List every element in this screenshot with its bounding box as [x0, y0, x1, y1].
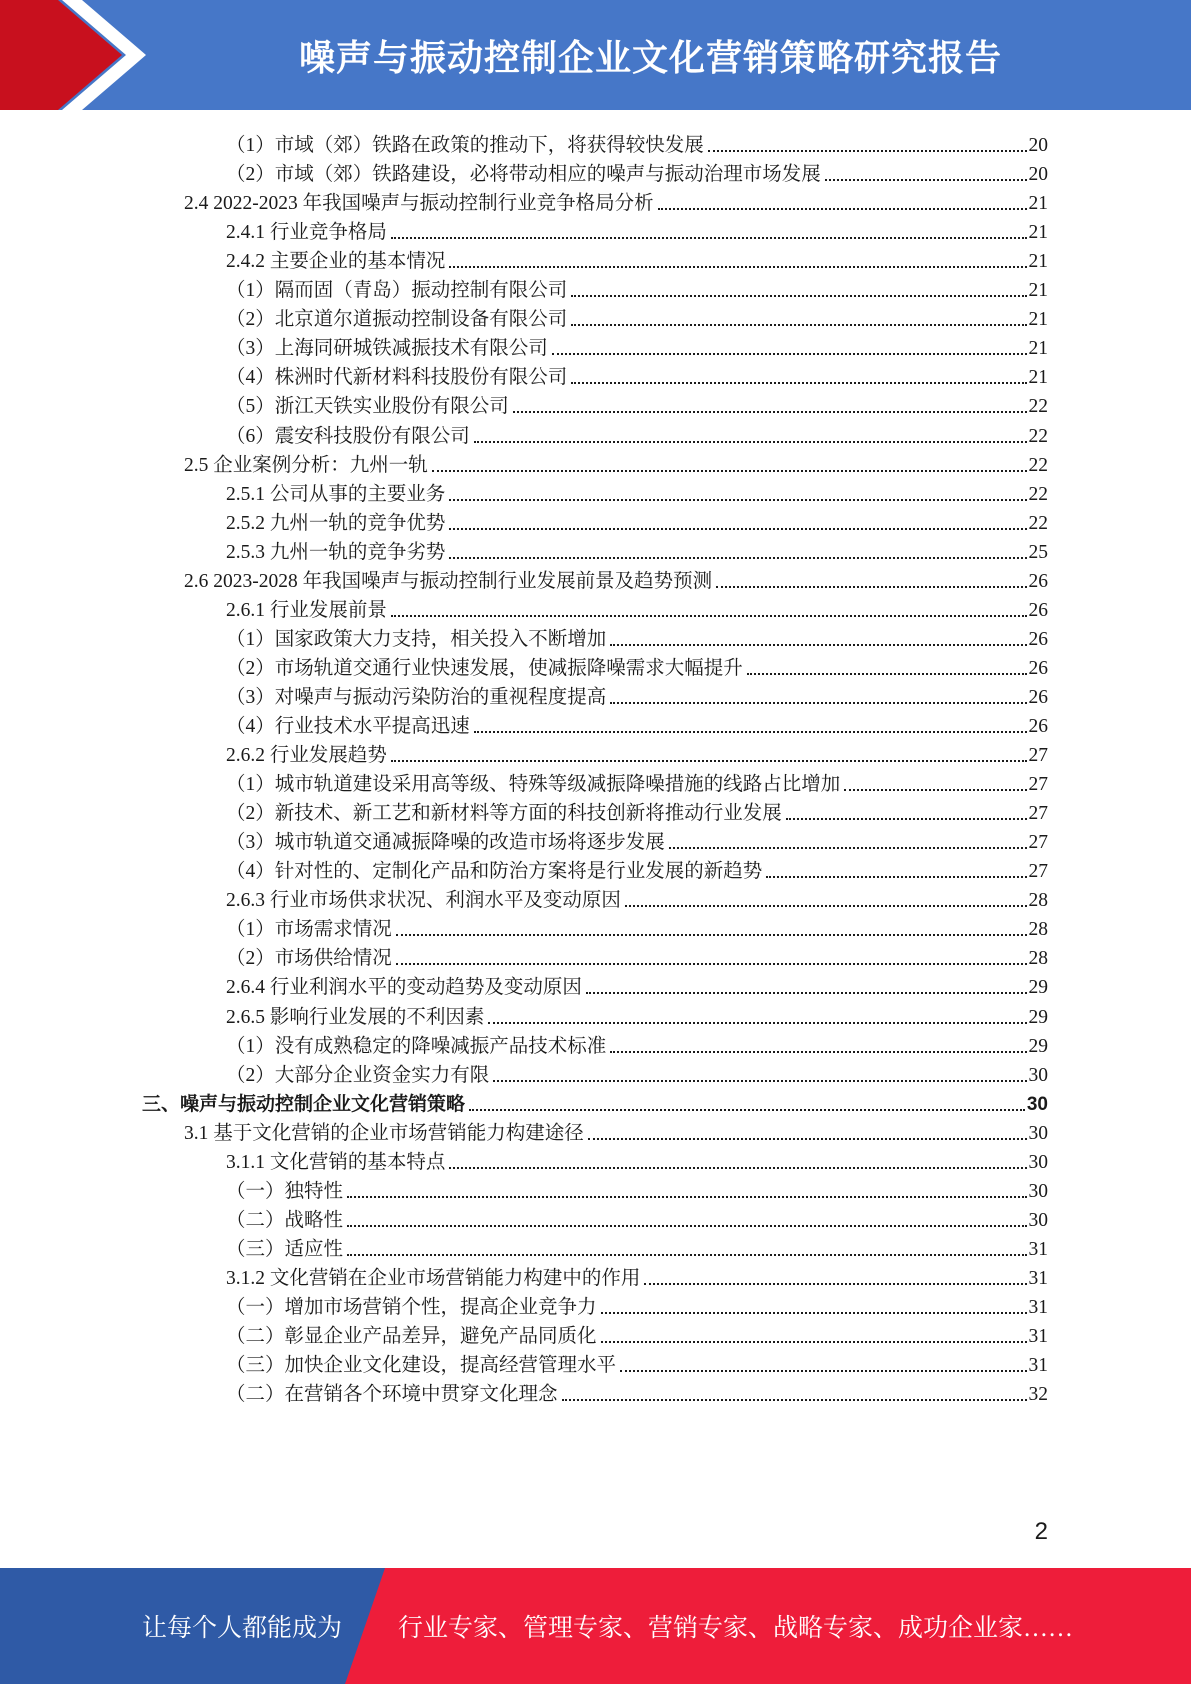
- toc-leader-dots: [716, 586, 1026, 588]
- toc-leader-dots: [449, 1167, 1026, 1169]
- toc-entry-label: 2.5.1 公司从事的主要业务: [226, 483, 446, 505]
- toc-entry-label: 3.1.1 文化营销的基本特点: [226, 1151, 446, 1173]
- toc-entry[interactable]: [226, 1028, 1048, 1059]
- toc-leader-dots: [601, 1312, 1027, 1314]
- toc-entry-label: （2）市域（郊）铁路建设，必将带动相应的噪声与振动治理市场发展: [226, 164, 821, 186]
- toc-entry-page: 28: [1028, 890, 1048, 912]
- toc-entry[interactable]: [226, 243, 1048, 274]
- toc-leader-dots: [488, 1022, 1026, 1024]
- toc-entry[interactable]: [226, 1318, 1048, 1349]
- toc-leader-dots: [347, 1196, 1026, 1198]
- toc-entry[interactable]: [226, 969, 1048, 1000]
- toc-entry-label: （6）震安科技股份有限公司: [226, 425, 470, 447]
- page-number: 2: [1034, 1518, 1048, 1545]
- toc-entry-label: （1）国家政策大力支持，相关投入不断增加: [226, 628, 607, 650]
- toc-leader-dots: [844, 789, 1026, 791]
- toc-entry[interactable]: [226, 418, 1048, 449]
- toc-entry-label: 2.6.5 影响行业发展的不利因素: [226, 1006, 485, 1028]
- report-title: 噪声与振动控制企业文化营销策略研究报告: [298, 36, 1002, 78]
- toc-leader-dots: [449, 266, 1026, 268]
- toc-entry[interactable]: [226, 679, 1048, 710]
- toc-leader-dots: [610, 1051, 1026, 1053]
- toc-entry[interactable]: [226, 1260, 1048, 1291]
- toc-entry[interactable]: [226, 795, 1048, 826]
- toc-entry-page: 27: [1028, 861, 1048, 883]
- toc-leader-dots: [449, 499, 1026, 501]
- toc-entry-label: （2）市场轨道交通行业快速发展，使减振降噪需求大幅提升: [226, 657, 743, 679]
- toc-entry-label: （2）大部分企业资金实力有限: [226, 1064, 490, 1086]
- toc-entry-page: 22: [1028, 425, 1048, 447]
- toc-leader-dots: [449, 528, 1026, 530]
- toc-entry-label: （一）增加市场营销个性，提高企业竞争力: [226, 1297, 597, 1318]
- toc-entry-page: 26: [1028, 686, 1048, 708]
- toc-entry-label: （1）没有成熟稳定的降噪减振产品技术标准: [226, 1035, 607, 1057]
- toc-leader-dots: [493, 1080, 1026, 1082]
- toc-entry[interactable]: [226, 882, 1048, 913]
- toc-leader-dots: [658, 208, 1027, 210]
- page-footer: [0, 1568, 1191, 1684]
- toc-leader-dots: [571, 295, 1026, 297]
- toc-entry-page: 22: [1028, 454, 1048, 476]
- toc-entry-page: 21: [1028, 251, 1048, 273]
- toc-entry-label: （3）城市轨道交通减振降噪的改造市场将逐步发展: [226, 832, 665, 854]
- toc-entry-page: 21: [1028, 222, 1048, 244]
- toc-entry[interactable]: [226, 330, 1048, 361]
- toc-leader-dots: [644, 1283, 1026, 1285]
- toc-entry-label: （2）市场供给情况: [226, 948, 392, 970]
- toc-entry-page: 31: [1028, 1238, 1048, 1260]
- toc-entry-page: 31: [1028, 1297, 1048, 1318]
- toc-entry[interactable]: [184, 563, 1048, 594]
- toc-entry-page: 27: [1028, 774, 1048, 796]
- toc-entry-page: 21: [1028, 280, 1048, 302]
- toc-entry[interactable]: [226, 1289, 1048, 1320]
- toc-entry-label: （5）浙江天铁实业股份有限公司: [226, 396, 509, 418]
- footer-slogan-right: 行业专家、管理专家、营销专家、战略专家、成功企业家……: [398, 1615, 1074, 1642]
- toc-entry[interactable]: [226, 476, 1048, 507]
- toc-entry-label: 2.4 2022-2023 年我国噪声与振动控制行业竞争格局分析: [184, 193, 654, 215]
- toc-entry[interactable]: [226, 1057, 1048, 1088]
- toc-entry[interactable]: [226, 1144, 1048, 1175]
- toc-leader-dots: [786, 818, 1027, 820]
- toc-entry[interactable]: [184, 1115, 1048, 1146]
- toc-entry[interactable]: [226, 999, 1048, 1030]
- toc-leader-dots: [588, 1138, 1027, 1140]
- toc-entry-page: 29: [1028, 1035, 1048, 1057]
- toc-entry-label: 2.6.4 行业利润水平的变动趋势及变动原因: [226, 977, 582, 999]
- toc-entry-label: （3）对噪声与振动污染防治的重视程度提高: [226, 686, 607, 708]
- toc-entry[interactable]: [226, 359, 1048, 390]
- toc-entry[interactable]: [226, 272, 1048, 303]
- toc-leader-dots: [669, 847, 1027, 849]
- toc-entry[interactable]: [226, 940, 1048, 971]
- toc-entry[interactable]: [226, 1202, 1048, 1233]
- toc-entry[interactable]: [226, 824, 1048, 855]
- toc-entry[interactable]: [226, 650, 1048, 681]
- toc-entry-label: 2.6.1 行业发展前景: [226, 599, 387, 621]
- toc-leader-dots: [766, 876, 1026, 878]
- toc-leader-dots: [396, 963, 1027, 965]
- toc-leader-dots: [610, 644, 1026, 646]
- toc-entry-page: 28: [1028, 948, 1048, 970]
- toc-entry[interactable]: [226, 127, 1048, 158]
- toc-entry[interactable]: [226, 534, 1048, 565]
- toc-entry-page: 20: [1028, 135, 1048, 156]
- toc-entry[interactable]: [226, 301, 1048, 332]
- toc-entry-page: 27: [1028, 803, 1048, 825]
- toc-entry-page: 26: [1028, 570, 1048, 592]
- toc-entry-page: 30: [1026, 1093, 1048, 1115]
- toc-entry-page: 22: [1028, 512, 1048, 534]
- toc-entry-page: 26: [1028, 599, 1048, 621]
- toc-entry[interactable]: [226, 1376, 1048, 1407]
- toc-entry[interactable]: [226, 911, 1048, 942]
- toc-leader-dots: [601, 1341, 1027, 1343]
- toc-leader-dots: [396, 934, 1027, 936]
- toc-entry[interactable]: [226, 388, 1048, 419]
- toc-entry-label: （1）市域（郊）铁路在政策的推动下，将获得较快发展: [226, 135, 704, 156]
- toc-leader-dots: [391, 615, 1027, 617]
- toc-leader-dots: [562, 1399, 1027, 1401]
- footer-slogan-left: 让每个人都能成为: [142, 1615, 343, 1642]
- toc-entry[interactable]: [226, 505, 1048, 536]
- toc-entry-label: 3.1.2 文化营销在企业市场营销能力构建中的作用: [226, 1267, 641, 1289]
- toc-leader-dots: [474, 441, 1027, 443]
- toc-entry[interactable]: [226, 1231, 1048, 1262]
- toc-entry[interactable]: [226, 592, 1048, 623]
- toc-leader-dots: [552, 353, 1027, 355]
- toc-entry-label: （1）市场需求情况: [226, 919, 392, 941]
- toc-entry[interactable]: [184, 447, 1048, 478]
- toc-entry-label: （4）针对性的、定制化产品和防治方案将是行业发展的新趋势: [226, 861, 763, 883]
- toc-entry-label: （一）独特性: [226, 1180, 344, 1202]
- toc-entry[interactable]: [226, 156, 1048, 187]
- toc-entry-label: （二）在营销各个环境中贯穿文化理念: [226, 1384, 558, 1406]
- toc-entry[interactable]: [226, 853, 1048, 884]
- toc-entry-label: （三）适应性: [226, 1238, 344, 1260]
- toc-entry-page: 21: [1028, 309, 1048, 331]
- toc-entry-label: （三）加快企业文化建设，提高经营管理水平: [226, 1355, 617, 1377]
- header-chevron-decoration: [0, 0, 150, 110]
- toc-entry-label: 2.6.3 行业市场供求状况、利润水平及变动原因: [226, 890, 621, 912]
- toc-entry-label: （3）上海同研城铁减振技术有限公司: [226, 338, 548, 360]
- toc-entry-label: 2.6 2023-2028 年我国噪声与振动控制行业发展前景及趋势预测: [184, 570, 713, 592]
- toc-entry-label: （二）彰显企业产品差异，避免产品同质化: [226, 1326, 597, 1348]
- toc-leader-dots: [391, 237, 1027, 239]
- toc-entry-label: （4）行业技术水平提高迅速: [226, 716, 470, 737]
- toc-entry-label: 2.4.1 行业竞争格局: [226, 222, 387, 244]
- toc-entry-page: 20: [1028, 164, 1048, 186]
- toc-entry-label: （1）城市轨道建设采用高等级、特殊等级减振降噪措施的线路占比增加: [226, 774, 841, 796]
- toc-entry-page: 21: [1028, 193, 1048, 215]
- toc-entry[interactable]: [226, 214, 1048, 245]
- page-header: [0, 0, 1191, 110]
- toc-entry[interactable]: [226, 1347, 1048, 1378]
- toc-entry-label: 2.4.2 主要企业的基本情况: [226, 251, 446, 273]
- toc-leader-dots: [347, 1254, 1026, 1256]
- toc-entry[interactable]: [184, 185, 1048, 216]
- toc-leader-dots: [513, 411, 1027, 413]
- toc-leader-dots: [747, 673, 1027, 675]
- toc-entry-page: 31: [1028, 1355, 1048, 1377]
- toc-entry-label: 2.5.2 九州一轨的竞争优势: [226, 512, 446, 534]
- toc-entry-page: 27: [1028, 832, 1048, 854]
- toc-leader-dots: [391, 760, 1027, 762]
- toc-entry-label: （二）战略性: [226, 1209, 344, 1231]
- toc-entry-page: 30: [1028, 1064, 1048, 1086]
- toc-entry-page: 30: [1028, 1209, 1048, 1231]
- toc-entry-page: 28: [1028, 919, 1048, 941]
- toc-entry-page: 21: [1028, 367, 1048, 389]
- toc-leader-dots: [586, 992, 1027, 994]
- toc-entry-label: 2.5.3 九州一轨的竞争劣势: [226, 541, 446, 563]
- toc-leader-dots: [825, 179, 1027, 181]
- toc-entry-label: 2.5 企业案例分析：九州一轨: [184, 454, 428, 476]
- toc-leader-dots: [571, 382, 1026, 384]
- toc-entry-page: 21: [1028, 338, 1048, 360]
- toc-leader-dots: [347, 1225, 1026, 1227]
- toc-leader-dots: [474, 731, 1027, 733]
- toc-entry[interactable]: [142, 1086, 1048, 1117]
- toc-entry[interactable]: [226, 766, 1048, 797]
- toc-entry-page: 29: [1028, 1006, 1048, 1028]
- toc-entry[interactable]: [226, 708, 1048, 739]
- toc-leader-dots: [469, 1109, 1025, 1111]
- toc-entry[interactable]: [226, 621, 1048, 652]
- toc-entry[interactable]: [226, 1173, 1048, 1204]
- toc-leader-dots: [708, 150, 1027, 152]
- toc-entry-page: 32: [1028, 1384, 1048, 1406]
- toc-entry-label: 三、噪声与振动控制企业文化营销策略: [142, 1093, 466, 1115]
- toc-leader-dots: [432, 470, 1027, 472]
- toc-entry-page: 27: [1028, 745, 1048, 767]
- toc-entry-page: 30: [1028, 1180, 1048, 1202]
- toc-leader-dots: [610, 702, 1026, 704]
- toc-leader-dots: [449, 557, 1026, 559]
- toc-entry-label: 3.1 基于文化营销的企业市场营销能力构建途径: [184, 1122, 584, 1144]
- toc-entry-page: 29: [1028, 977, 1048, 999]
- toc-leader-dots: [571, 324, 1026, 326]
- toc-entry-page: 22: [1028, 483, 1048, 505]
- toc-entry-label: （2）北京道尔道振动控制设备有限公司: [226, 309, 568, 331]
- toc-entry-page: 26: [1028, 628, 1048, 650]
- toc-entry-page: 30: [1028, 1151, 1048, 1173]
- toc-entry-label: （2）新技术、新工艺和新材料等方面的科技创新将推动行业发展: [226, 803, 782, 825]
- toc-entry-label: （4）株洲时代新材料科技股份有限公司: [226, 367, 568, 389]
- toc-entry-page: 31: [1028, 1326, 1048, 1348]
- toc-entry-page: 22: [1028, 396, 1048, 418]
- toc-entry-label: （1）隔而固（青岛）振动控制有限公司: [226, 280, 568, 302]
- toc-entry-page: 26: [1028, 657, 1048, 679]
- toc-entry-page: 25: [1028, 541, 1048, 563]
- toc-entry[interactable]: [226, 737, 1048, 768]
- toc-entry-page: 31: [1028, 1267, 1048, 1289]
- toc-leader-dots: [620, 1370, 1026, 1372]
- toc-entry-label: 2.6.2 行业发展趋势: [226, 745, 387, 767]
- toc-leader-dots: [625, 905, 1027, 907]
- toc-entry-page: 26: [1028, 716, 1048, 737]
- toc-entry-page: 30: [1028, 1122, 1048, 1144]
